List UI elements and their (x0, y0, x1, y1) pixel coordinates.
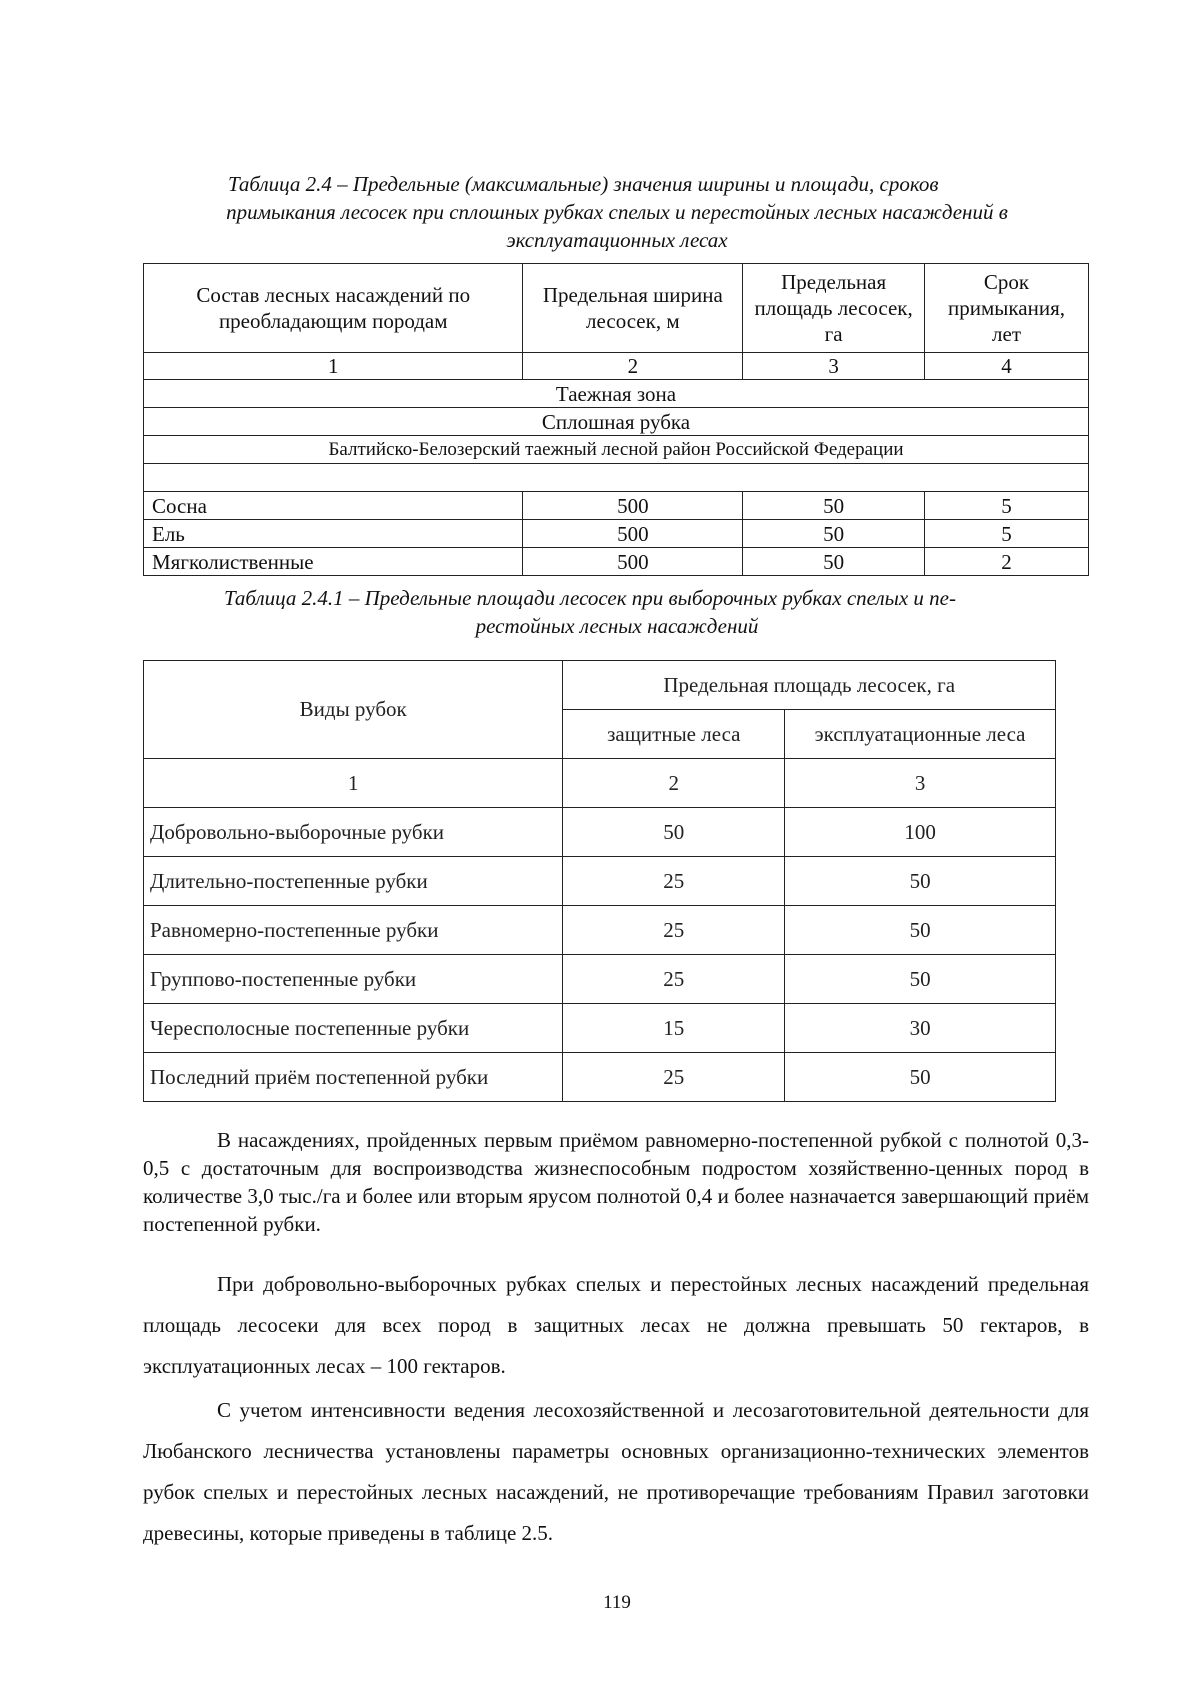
exploitation-area-cell: 100 (785, 808, 1056, 857)
table1-caption-line: Таблица 2.4 – Предельные (максимальные) значения ширины и площади, сроков (228, 172, 939, 196)
paragraph-selective-limit (143, 1264, 1089, 1387)
table-header-row (144, 661, 1056, 710)
blank-row (144, 464, 1089, 492)
header-cell: Срок примыкания, лет (925, 264, 1089, 353)
table-row (144, 520, 1089, 548)
exploitation-area-cell: 50 (785, 955, 1056, 1004)
district-row (144, 436, 1089, 464)
protective-area-cell: 15 (563, 1004, 785, 1053)
protective-area-cell: 25 (563, 857, 785, 906)
term-cell: 5 (925, 492, 1089, 520)
table-header-row (144, 264, 1089, 353)
header-cell: Предельная площадь лесосек, га (743, 264, 925, 353)
header-area-group: Предельная площадь лесосек, га (563, 661, 1056, 710)
cut-type-cell: Добровольно-выборочные рубки (144, 808, 563, 857)
table-row (144, 1004, 1056, 1053)
header-cut-types: Виды рубок (144, 661, 563, 759)
column-number: 1 (144, 353, 523, 380)
page-number: 119 (603, 1592, 631, 1613)
width-cell: 500 (523, 520, 743, 548)
species-cell: Мягколиственные (144, 548, 523, 576)
table2-caption-line: рестойных лесных насаждений (475, 614, 759, 638)
column-number: 3 (785, 759, 1056, 808)
paragraph-text: С учетом интенсивности ведения лесохозяйственной и лесозаготовительной деятельности для Любанского лесничества установлены параметры основных организационно-технических элементов рубок спелых и перестойных лесных насаждений, не противоречащие требованиям Правил заготовки древесины, которые приведены в таблице 2.5. (143, 1398, 1089, 1545)
exploitation-area-cell: 50 (785, 906, 1056, 955)
column-number-row (144, 353, 1089, 380)
subheader-exploitation: эксплуатационные леса (785, 710, 1056, 759)
zone-label: Таежная зона (144, 380, 1089, 408)
column-number-row (144, 759, 1056, 808)
clearcut-limits-table (143, 263, 1089, 576)
area-cell: 50 (743, 492, 925, 520)
table-row (144, 492, 1089, 520)
exploitation-area-cell: 50 (785, 857, 1056, 906)
area-cell: 50 (743, 520, 925, 548)
cut-type-cell: Группово-постепенные рубки (144, 955, 563, 1004)
column-number: 2 (523, 353, 743, 380)
cut-type-cell: Равномерно-постепенные рубки (144, 906, 563, 955)
cut-type-label: Сплошная рубка (144, 408, 1089, 436)
cut-type-row (144, 408, 1089, 436)
table-row (144, 548, 1089, 576)
district-label: Балтийско-Белозерский таежный лесной район Российской Федерации (144, 436, 1089, 464)
paragraph-parameters (143, 1390, 1089, 1554)
paragraph-text: При добровольно-выборочных рубках спелых и перестойных лесных насаждений предельная площадь лесосеки для всех пород в защитных лесах не должна превышать 50 гектаров, в эксплуатационных лесах – 100 гектаров. (143, 1272, 1089, 1378)
table-row (144, 808, 1056, 857)
zone-row (144, 380, 1089, 408)
selective-cut-limits-table (143, 660, 1056, 1102)
cut-type-cell: Длительно-постепенные рубки (144, 857, 563, 906)
width-cell: 500 (523, 492, 743, 520)
column-number: 2 (563, 759, 785, 808)
protective-area-cell: 50 (563, 808, 785, 857)
paragraph-final-stage (143, 1126, 1089, 1238)
paragraph-text: В насаждениях, пройденных первым приёмом равномерно-постепенной рубкой с полнотой 0,3-0,5 с достаточным для воспроизводства жизнеспособным подростом хозяйственно-ценных пород в количестве 3,0 тыс./га и более или вторым ярусом полнотой 0,4 и более назначается завершающий приём постепенной рубки. (143, 1128, 1089, 1236)
table1-caption (150, 170, 1084, 254)
column-number: 1 (144, 759, 563, 808)
exploitation-area-cell: 30 (785, 1004, 1056, 1053)
protective-area-cell: 25 (563, 906, 785, 955)
table2-caption (150, 584, 1084, 640)
exploitation-area-cell: 50 (785, 1053, 1056, 1102)
term-cell: 5 (925, 520, 1089, 548)
subheader-protective: защитные леса (563, 710, 785, 759)
cut-type-cell: Последний приём постепенной рубки (144, 1053, 563, 1102)
protective-area-cell: 25 (563, 955, 785, 1004)
species-cell: Ель (144, 520, 523, 548)
table-row (144, 906, 1056, 955)
table1-caption-line: примыкания лесосек при сплошных рубках спелых и перестойных лесных насаждений в (226, 200, 1008, 224)
area-cell: 50 (743, 548, 925, 576)
table2-caption-line: Таблица 2.4.1 – Предельные площади лесосек при выборочных рубках спелых и пе- (224, 586, 956, 610)
table-row (144, 955, 1056, 1004)
width-cell: 500 (523, 548, 743, 576)
cut-type-cell: Чересполосные постепенные рубки (144, 1004, 563, 1053)
header-cell: Предельная ширина лесосек, м (523, 264, 743, 353)
table-row (144, 1053, 1056, 1102)
table-row (144, 857, 1056, 906)
protective-area-cell: 25 (563, 1053, 785, 1102)
column-number: 3 (743, 353, 925, 380)
header-cell: Состав лесных насаждений по преобладающим породам (144, 264, 523, 353)
species-cell: Сосна (144, 492, 523, 520)
term-cell: 2 (925, 548, 1089, 576)
table1-caption-line: эксплуатационных лесах (506, 228, 728, 252)
column-number: 4 (925, 353, 1089, 380)
blank-cell (144, 464, 1089, 492)
